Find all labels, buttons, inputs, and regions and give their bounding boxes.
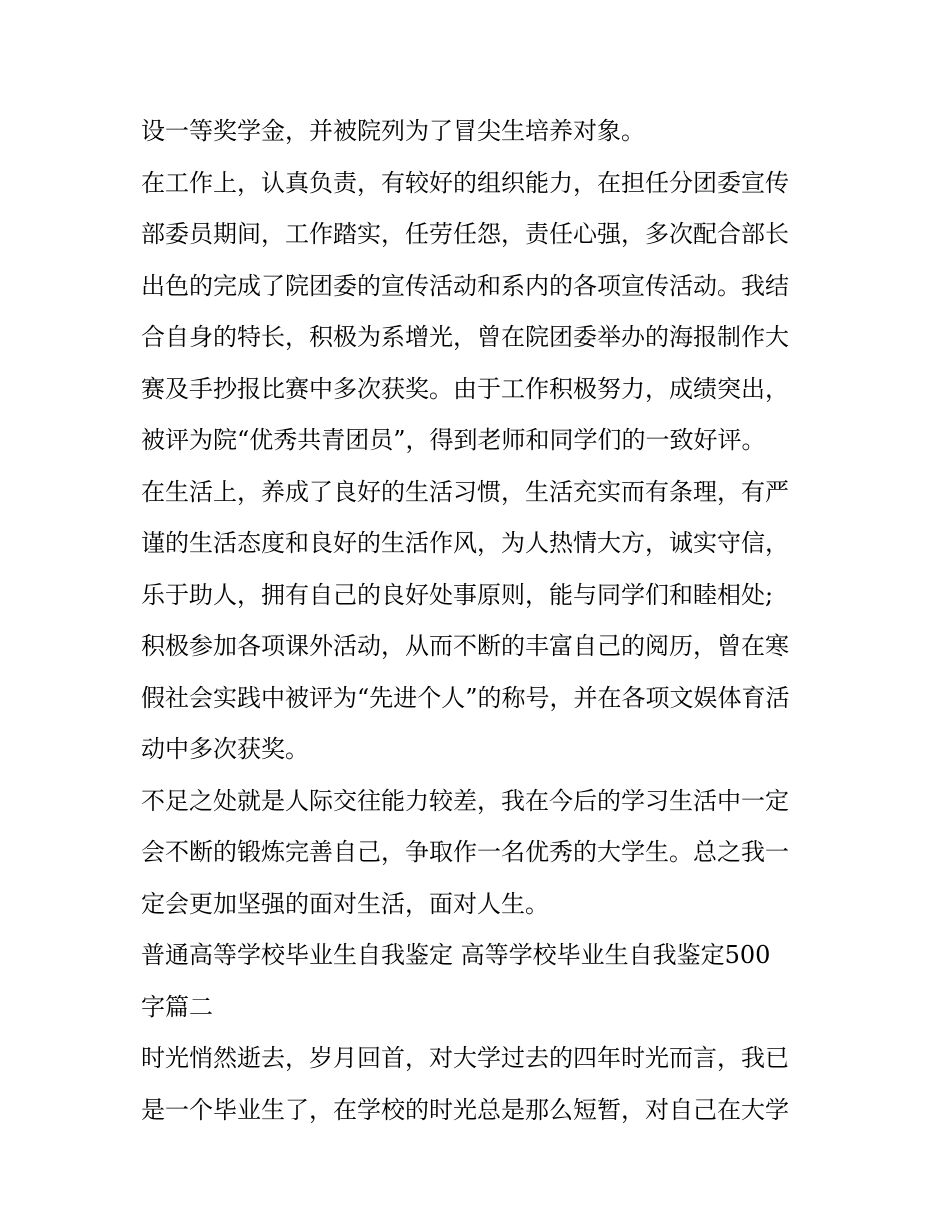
heading-line: 普通高等学校毕业生自我鉴定 高等学校毕业生自我鉴定500 (141, 941, 771, 969)
text-line: 赛及手抄报比赛中多次获奖。由于工作积极努力，成绩突出， (141, 374, 789, 403)
text-line: 在生活上，养成了良好的生活习惯，生活充实而有条理，有严 (141, 477, 789, 506)
document-body (141, 106, 821, 1136)
text-line: 乐于助人，拥有自己的良好处事原则，能与同学们和睦相处; (141, 580, 774, 609)
text-line: 动中多次获奖。 (141, 735, 309, 763)
text-line: 出色的完成了院团委的宣传活动和系内的各项宣传活动。我结 (141, 271, 789, 300)
text-line: 合自身的特长，积极为系增光，曾在院团委举办的海报制作大 (141, 323, 789, 351)
text-line: 部委员期间，工作踏实，任劳任怨，责任心强，多次配合部长 (141, 220, 789, 248)
text-line: 时光悄然逝去，岁月回首，对大学过去的四年时光而言，我已 (141, 1044, 789, 1072)
text-line: 在工作上，认真负责，有较好的组织能力，在担任分团委宣传 (141, 168, 789, 197)
text-line: 会不断的锻炼完善自己，争取作一名优秀的大学生。总之我一 (141, 838, 789, 866)
heading-line: 字篇二 (141, 992, 213, 1021)
text-line: 积极参加各项课外活动，从而不断的丰富自己的阅历，曾在寒 (141, 632, 789, 660)
text-line: 假社会实践中被评为“先进个人”的称号，并在各项文娱体育活 (141, 683, 790, 712)
text-line: 不足之处就是人际交往能力较差，我在今后的学习生活中一定 (141, 786, 789, 815)
text-line: 设一等奖学金，并被院列为了冒尖生培养对象。 (141, 117, 645, 145)
text-line: 谨的生活态度和良好的生活作风，为人热情大方，诚实守信， (141, 529, 789, 557)
text-line: 定会更加坚强的面对生活，面对人生。 (141, 889, 549, 918)
text-line: 是一个毕业生了，在学校的时光总是那么短暂，对自己在大学 (141, 1095, 789, 1124)
text-line: 被评为院“优秀共青团员”，得到老师和同学们的一致好评。 (141, 426, 766, 454)
